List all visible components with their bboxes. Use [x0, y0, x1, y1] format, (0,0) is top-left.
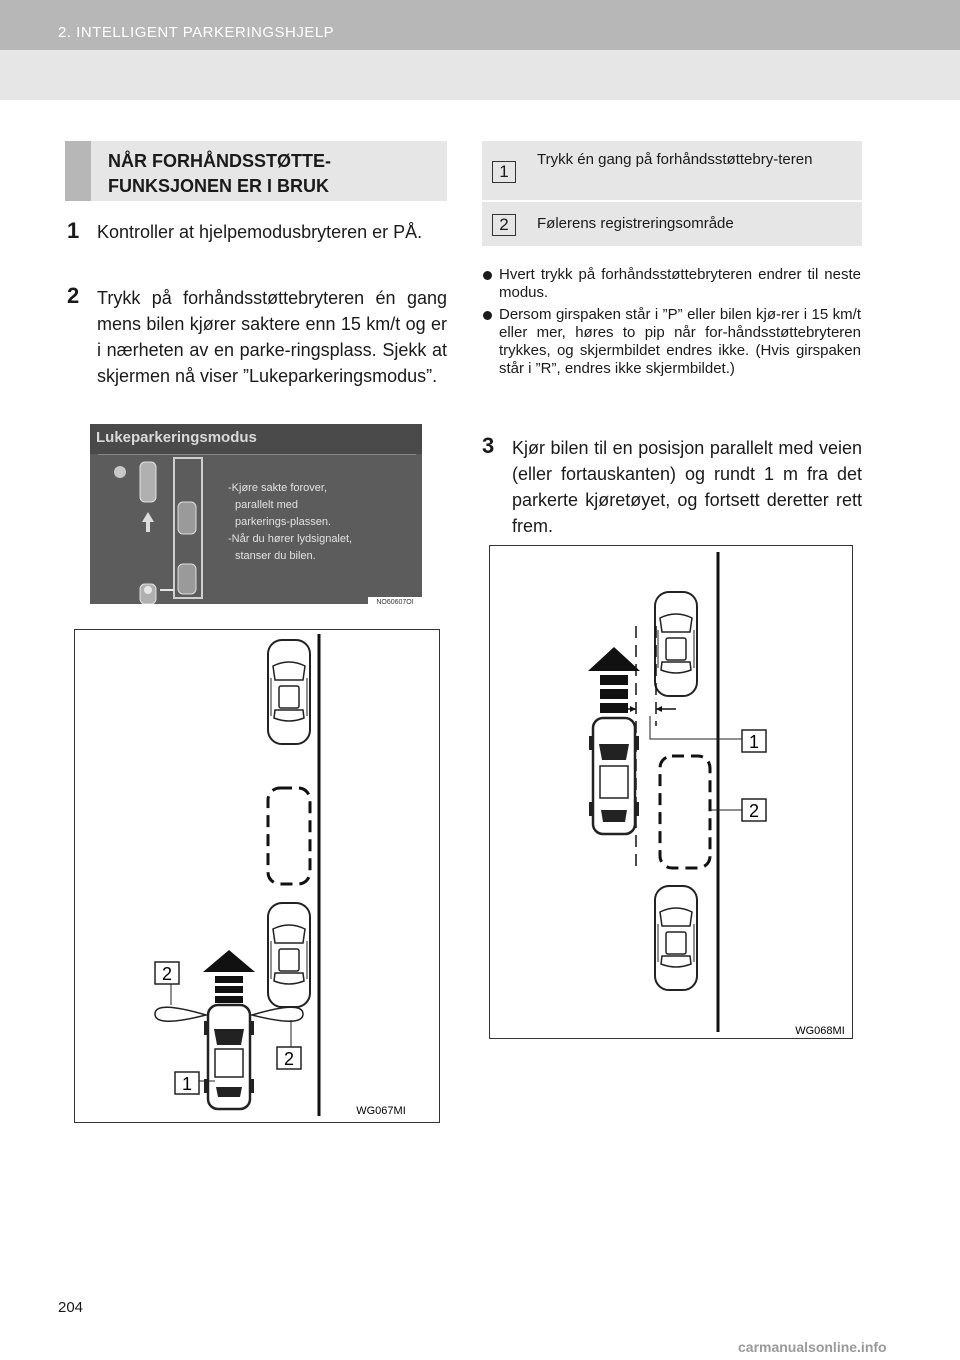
callout-1-label: 1 [181, 1074, 193, 1094]
screen-arrow-icon [142, 512, 154, 522]
legend-row-2 [482, 202, 862, 246]
bullet-dot [483, 271, 492, 280]
screen-instructions [228, 480, 352, 565]
step-3-text: Kjør bilen til en posisjon parallelt med veien (eller fortauskanten) og rundt 1 m fra det parkerte kjøretøyet, og fortsett deretter rett frem. [512, 438, 862, 536]
chapter-title: 2. INTELLIGENT PARKERINGSHJELP [58, 24, 335, 41]
header-band [0, 0, 960, 100]
bullet-2 [481, 306, 861, 378]
screen-line-1: -Kjøre sakte forover, [228, 482, 328, 494]
legend-text-2: Følerens registreringsområde [537, 215, 734, 232]
display-screenshot [90, 424, 422, 604]
forward-arrow-icon [203, 950, 255, 1003]
bullet-1-text: Hvert trykk på forhåndsstøttebryteren endrer til neste modus. [499, 266, 861, 301]
sensor-area-left [155, 1007, 206, 1021]
legend-num-2: 2 [492, 214, 516, 236]
screen-line-4: -Når du hører lydsignalet, [228, 533, 353, 545]
step-2-number: 2 [67, 283, 80, 308]
bullet-2-text: Dersom girspaken står i ”P” eller bilen kjø-rer i 15 km/t eller mer, høres to pip når for-håndsstøttebryteren trykkes, og skjermbildet endres ikke. (Hvis girspaken står i ”R”, endres ikke skjermbildet.) [499, 306, 861, 377]
sensor-area-right [252, 1007, 303, 1021]
parking-illustration-2 [490, 546, 852, 1038]
callout-1-fig2-label: 1 [748, 732, 760, 752]
callout-2a-label: 2 [161, 964, 173, 984]
step-1 [67, 218, 447, 245]
parking-illustration-1 [75, 630, 439, 1122]
forward-arrow-icon-2 [588, 647, 640, 713]
screen-code: NO60607OI [368, 597, 422, 608]
figure-wg067mi [74, 629, 440, 1123]
screen-line-5: stanser du bilen. [235, 550, 316, 562]
section-heading-tab [65, 141, 91, 201]
parked-car-rear [268, 903, 310, 1007]
parked-car-front [268, 640, 310, 744]
step-2 [67, 283, 447, 389]
own-car-2 [589, 718, 639, 834]
callout-2-fig2-label: 2 [748, 801, 760, 821]
bullet-1 [481, 266, 861, 302]
figure-2-code: WG068MI [795, 1025, 845, 1037]
own-car [204, 1005, 254, 1109]
parked-car-front-2 [655, 592, 697, 696]
callout-2b-label: 2 [283, 1049, 295, 1069]
screen-line-3: parkerings-plassen. [235, 516, 331, 528]
figure-1-code: WG067MI [356, 1105, 406, 1117]
section-heading-line1: NÅR FORHÅNDSSTØTTE- [108, 151, 331, 171]
bullet-dot [483, 311, 492, 320]
screen-sensor-icon [114, 466, 126, 478]
legend-text-1: Trykk én gang på forhåndsstøttebry-teren [537, 151, 813, 168]
step-2-text: Trykk på forhåndsstøttebryteren én gang mens bilen kjører saktere enn 15 km/t og er i nærheten av en parke-ringsplass. Sjekk at skjermen nå viser ”Lukeparkeringsmodus”. [97, 288, 447, 386]
legend-num-1: 1 [492, 161, 516, 183]
screen-line-2: parallelt med [235, 499, 298, 511]
screen-parked-car-icon [178, 502, 196, 534]
parked-car-rear-2 [655, 886, 697, 990]
step-3-number: 3 [482, 433, 495, 458]
step-3 [482, 433, 862, 539]
parking-space-outline [268, 788, 310, 884]
figure-wg068mi [489, 545, 853, 1039]
callout-legend [482, 141, 862, 248]
watermark: carmanualsonline.info [738, 1339, 887, 1355]
step-1-text: Kontroller at hjelpemodusbryteren er PÅ. [97, 222, 423, 242]
parking-space-outline-2 [660, 756, 710, 868]
legend-row-1 [482, 141, 862, 200]
section-heading-line2: FUNKSJONEN ER I BRUK [108, 176, 330, 196]
screen-own-car-icon [140, 462, 156, 502]
page-number: 204 [58, 1299, 84, 1316]
step-1-number: 1 [67, 218, 80, 243]
section-heading [108, 149, 331, 199]
screen-title: Lukeparkeringsmodus [96, 429, 257, 446]
